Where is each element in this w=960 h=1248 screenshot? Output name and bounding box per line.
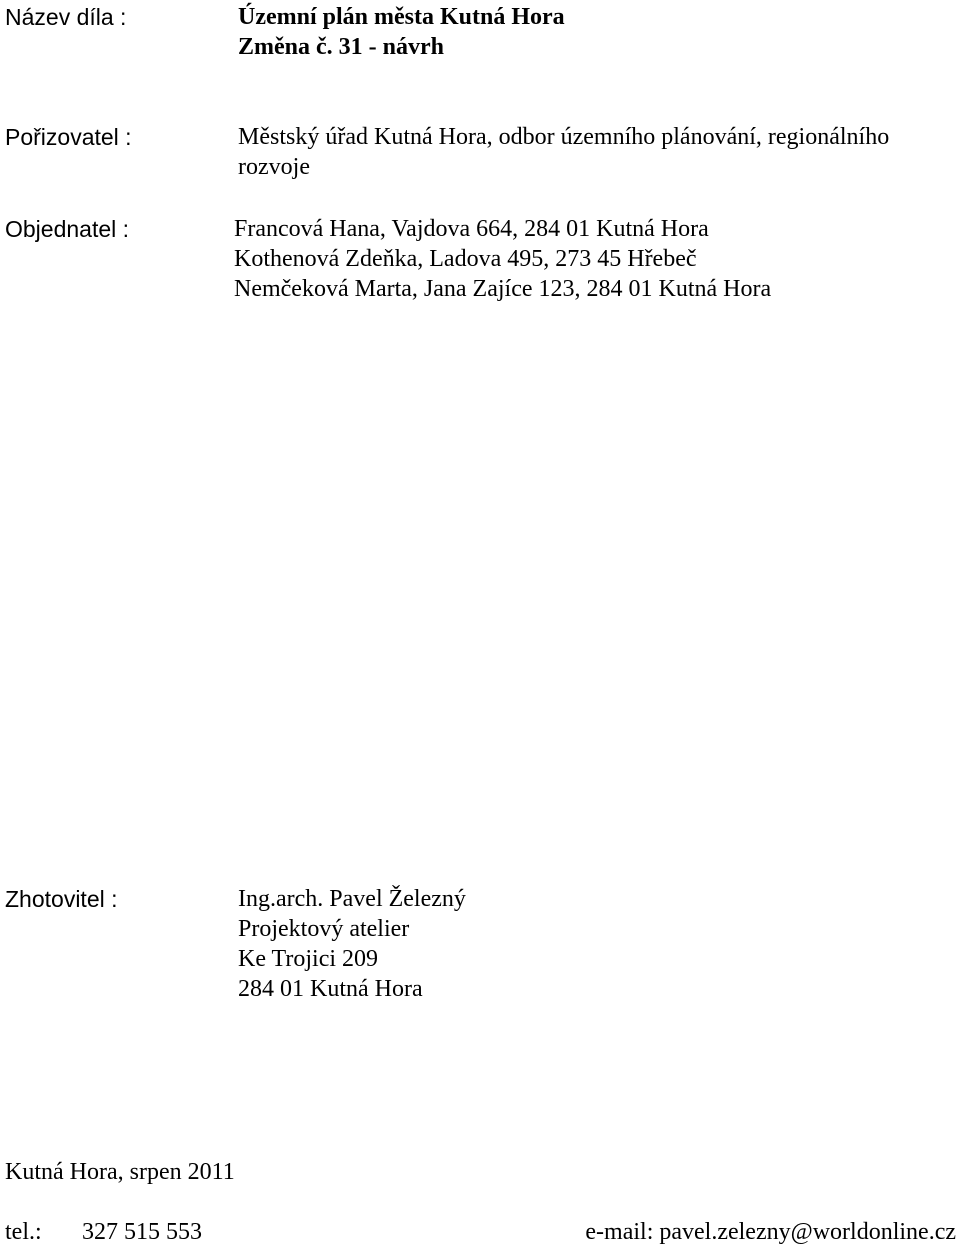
procurer-line-2: rozvoje <box>238 154 310 180</box>
contractor-line-1: Ing.arch. Pavel Železný <box>238 886 466 912</box>
email: e-mail: pavel.zelezny@worldonline.cz <box>585 1219 956 1245</box>
contractor-line-4: 284 01 Kutná Hora <box>238 976 423 1002</box>
place-date: Kutná Hora, srpen 2011 <box>5 1159 235 1185</box>
work-name-value <box>238 2 565 62</box>
procurer-label: Pořizovatel : <box>5 124 132 150</box>
client-value <box>234 214 771 304</box>
client-line-3: Nemčeková Marta, Jana Zajíce 123, 284 01 Kutná Hora <box>234 276 772 302</box>
tel-value: 327 515 553 <box>82 1219 202 1245</box>
contractor-label: Zhotovitel : <box>5 886 118 912</box>
tel-label: tel.: <box>5 1219 42 1245</box>
client-line-2: Kothenová Zdeňka, Ladova 495, 273 45 Hřebeč <box>234 246 697 272</box>
contractor-line-2: Projektový atelier <box>238 916 410 942</box>
contractor-line-3: Ke Trojici 209 <box>238 946 379 972</box>
contractor-value <box>238 884 466 1004</box>
work-name-line-1: Územní plán města Kutná Hora <box>238 4 565 30</box>
client-label: Objednatel : <box>5 216 130 242</box>
client-line-1: Francová Hana, Vajdova 664, 284 01 Kutná Hora <box>234 216 709 242</box>
procurer-line-1: Městský úřad Kutná Hora, odbor územního plánování, regionálního <box>238 124 890 150</box>
work-name-label: Název díla : <box>5 4 127 30</box>
work-name-line-2: Změna č. 31 - návrh <box>238 34 444 60</box>
procurer-value <box>238 122 889 182</box>
